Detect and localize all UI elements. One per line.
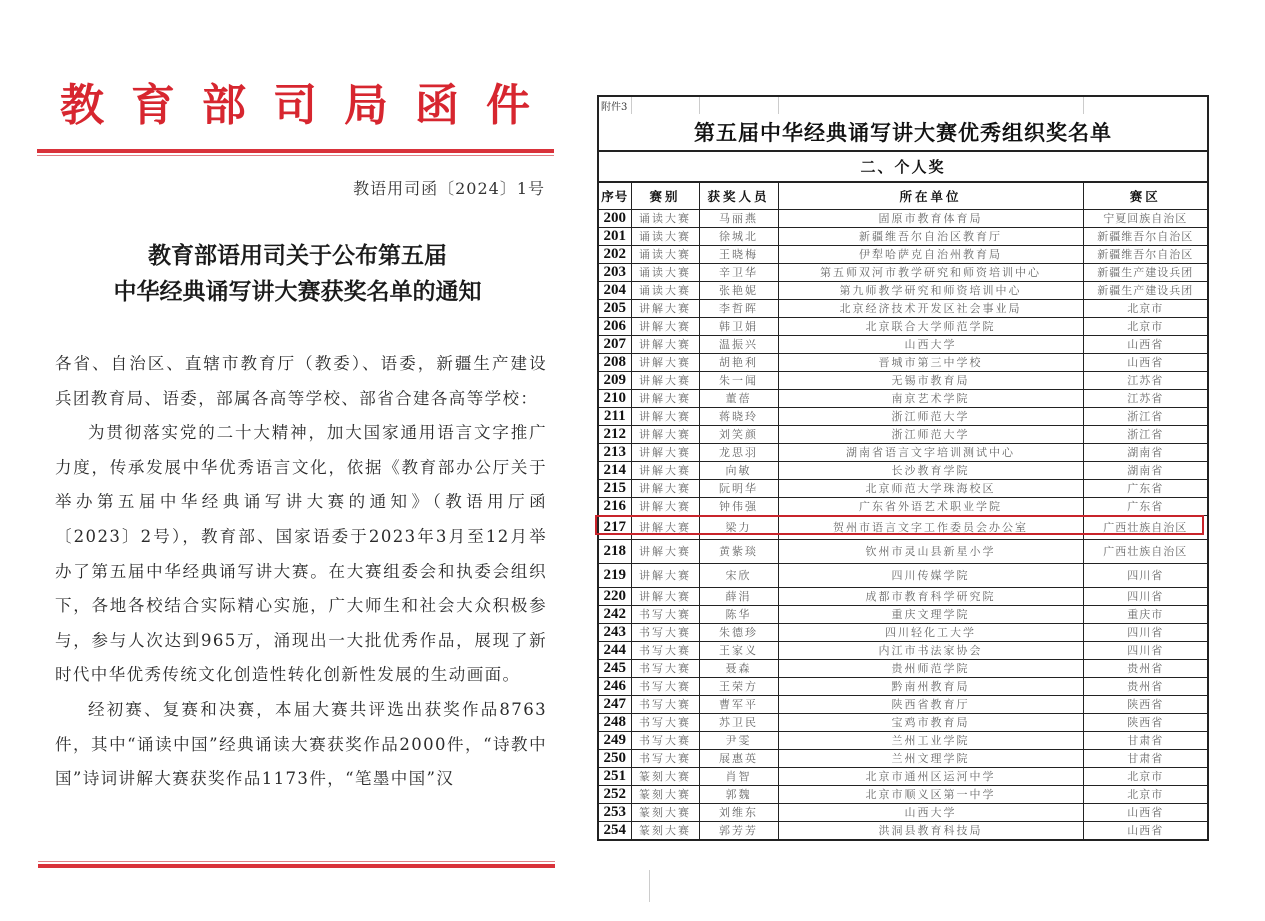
red-rule-bottom-thin — [38, 861, 555, 862]
cell-no: 217 — [598, 515, 631, 539]
cell-category: 书写大赛 — [631, 623, 699, 641]
award-list-sheet — [597, 95, 1207, 841]
cell-region: 贵州省 — [1083, 659, 1208, 677]
cell-region: 广西壮族自治区 — [1083, 515, 1208, 539]
cell-category: 讲解大赛 — [631, 371, 699, 389]
cell-no: 205 — [598, 299, 631, 317]
table-row — [598, 623, 1208, 641]
cell-category: 书写大赛 — [631, 731, 699, 749]
cell-category: 篆刻大赛 — [631, 767, 699, 785]
cell-unit: 钦州市灵山县新星小学 — [778, 539, 1083, 563]
cell-category: 书写大赛 — [631, 659, 699, 677]
table-row — [598, 821, 1208, 840]
table-header-row — [598, 182, 1208, 209]
cell-region: 北京市 — [1083, 767, 1208, 785]
table-row — [598, 299, 1208, 317]
cell-unit: 浙江师范大学 — [778, 407, 1083, 425]
cell-no: 206 — [598, 317, 631, 335]
cell-unit: 固原市教育体育局 — [778, 209, 1083, 227]
table-row — [598, 731, 1208, 749]
table-row — [598, 515, 1208, 539]
table-row — [598, 479, 1208, 497]
cell-no: 219 — [598, 563, 631, 587]
cell-region: 四川省 — [1083, 641, 1208, 659]
cell-category: 篆刻大赛 — [631, 785, 699, 803]
table-row — [598, 641, 1208, 659]
cell-unit: 第五师双河市教学研究和师资培训中心 — [778, 263, 1083, 281]
cell-no: 200 — [598, 209, 631, 227]
official-letter — [35, 0, 560, 921]
cell-no: 249 — [598, 731, 631, 749]
cell-unit: 南京艺术学院 — [778, 389, 1083, 407]
cell-winner: 郭魏 — [699, 785, 778, 803]
cell-unit: 内江市书法家协会 — [778, 641, 1083, 659]
cell-unit: 无锡市教育局 — [778, 371, 1083, 389]
cell-winner: 宋欣 — [699, 563, 778, 587]
table-row — [598, 443, 1208, 461]
cell-unit: 黔南州教育局 — [778, 677, 1083, 695]
cell-category: 书写大赛 — [631, 605, 699, 623]
cell-category: 书写大赛 — [631, 695, 699, 713]
cell-unit: 北京师范大学珠海校区 — [778, 479, 1083, 497]
cell-winner: 辛卫华 — [699, 263, 778, 281]
cell-no: 211 — [598, 407, 631, 425]
cell-category: 诵读大赛 — [631, 281, 699, 299]
cell-region: 陕西省 — [1083, 695, 1208, 713]
cell-winner: 王荣方 — [699, 677, 778, 695]
cell-no: 212 — [598, 425, 631, 443]
cell-winner: 刘维东 — [699, 803, 778, 821]
cell-winner: 张艳妮 — [699, 281, 778, 299]
table-row — [598, 245, 1208, 263]
cell-category: 诵读大赛 — [631, 227, 699, 245]
cell-winner: 郭芳芳 — [699, 821, 778, 840]
cell-unit: 伊犁哈萨克自治州教育局 — [778, 245, 1083, 263]
table-row — [598, 539, 1208, 563]
cell-region: 贵州省 — [1083, 677, 1208, 695]
red-rule-top-thin — [37, 155, 554, 156]
cell-unit: 长沙教育学院 — [778, 461, 1083, 479]
cell-region: 北京市 — [1083, 299, 1208, 317]
table-row-highlighted — [598, 497, 1208, 515]
cell-unit: 兰州工业学院 — [778, 731, 1083, 749]
table-row — [598, 389, 1208, 407]
cell-unit: 第九师教学研究和师资培训中心 — [778, 281, 1083, 299]
cell-region: 山西省 — [1083, 353, 1208, 371]
cell-unit: 北京市顺义区第一中学 — [778, 785, 1083, 803]
cell-no: 253 — [598, 803, 631, 821]
cell-winner: 尹雯 — [699, 731, 778, 749]
cell-region: 山西省 — [1083, 335, 1208, 353]
column-header-category: 赛别 — [631, 182, 699, 209]
cell-category: 讲解大赛 — [631, 443, 699, 461]
cell-category: 篆刻大赛 — [631, 803, 699, 821]
cell-region: 浙江省 — [1083, 407, 1208, 425]
cell-category: 讲解大赛 — [631, 497, 699, 515]
cell-winner: 龙思羽 — [699, 443, 778, 461]
salutation-paragraph: 各省、自治区、直辖市教育厅（教委）、语委，新疆生产建设兵团教育局、语委，部属各高等学校、部省合建各高等学校： — [55, 354, 547, 408]
body-paragraph-1: 为贯彻落实党的二十大精神，加大国家通用语言文字推广力度，传承发展中华优秀语言文化，依据《教育部办公厅关于举办第五届中华经典诵写讲大赛的通知》（教语用厅函〔2023〕2号），教育部、国家语委于2023年3月至12月举办了第五届中华经典诵写讲大赛。在大赛组委会和执委会组织下，各地各校结合实际精心实施，广大师生和社会大众积极参与，参与人次达到965万，涌现出一大批优秀作品，展现了新时代中华优秀传统文化创造性转化创新性发展的生动画面。 — [55, 423, 547, 685]
table-row — [598, 281, 1208, 299]
cell-category: 书写大赛 — [631, 641, 699, 659]
cell-region: 江苏省 — [1083, 389, 1208, 407]
cell-region: 山西省 — [1083, 803, 1208, 821]
cell-winner: 徐城北 — [699, 227, 778, 245]
table-row — [598, 659, 1208, 677]
cell-region: 湖南省 — [1083, 443, 1208, 461]
table-row — [598, 785, 1208, 803]
cell-no: 220 — [598, 587, 631, 605]
cell-no: 250 — [598, 749, 631, 767]
table-row — [598, 767, 1208, 785]
cell-no: 216 — [598, 497, 631, 515]
cell-winner: 朱一闻 — [699, 371, 778, 389]
cell-category: 讲解大赛 — [631, 335, 699, 353]
cell-region: 湖南省 — [1083, 461, 1208, 479]
table-row — [598, 587, 1208, 605]
cell-category: 讲解大赛 — [631, 353, 699, 371]
table-row — [598, 749, 1208, 767]
cell-category: 讲解大赛 — [631, 515, 699, 539]
cell-no: 243 — [598, 623, 631, 641]
cell-no: 207 — [598, 335, 631, 353]
attachment-label: 附件3 — [598, 96, 631, 114]
cell-unit: 晋城市第三中学校 — [778, 353, 1083, 371]
table-row — [598, 335, 1208, 353]
cell-region: 甘肃省 — [1083, 731, 1208, 749]
cell-winner: 阮明华 — [699, 479, 778, 497]
cell-no: 246 — [598, 677, 631, 695]
cell-region: 四川省 — [1083, 623, 1208, 641]
cell-region: 广东省 — [1083, 497, 1208, 515]
cell-winner: 朱德珍 — [699, 623, 778, 641]
cell-winner: 蒋晓玲 — [699, 407, 778, 425]
cell-winner: 梁力 — [699, 515, 778, 539]
cell-category: 书写大赛 — [631, 677, 699, 695]
document-title-line-2: 中华经典诵写讲大赛获奖名单的通知 — [113, 278, 482, 305]
cell-unit: 湖南省语言文字培训测试中心 — [778, 443, 1083, 461]
cell-unit: 浙江师范大学 — [778, 425, 1083, 443]
table-row — [598, 407, 1208, 425]
cell-region: 陕西省 — [1083, 713, 1208, 731]
column-header-unit: 所在单位 — [778, 182, 1083, 209]
cell-winner: 黄紫琰 — [699, 539, 778, 563]
cell-winner: 曹军平 — [699, 695, 778, 713]
table-row — [598, 461, 1208, 479]
cell-no: 210 — [598, 389, 631, 407]
cell-unit: 山西大学 — [778, 335, 1083, 353]
cell-unit: 北京联合大学师范学院 — [778, 317, 1083, 335]
cell-region: 四川省 — [1083, 587, 1208, 605]
cell-region: 甘肃省 — [1083, 749, 1208, 767]
cell-category: 书写大赛 — [631, 749, 699, 767]
cell-category: 讲解大赛 — [631, 539, 699, 563]
cell-category: 讲解大赛 — [631, 461, 699, 479]
table-row — [598, 563, 1208, 587]
cell-region: 重庆市 — [1083, 605, 1208, 623]
table-row — [598, 263, 1208, 281]
letterhead: 教育部司局函件 — [60, 80, 557, 131]
cell-winner: 聂森 — [699, 659, 778, 677]
cell-winner: 温振兴 — [699, 335, 778, 353]
column-header-region: 赛区 — [1083, 182, 1208, 209]
table-row — [598, 803, 1208, 821]
cell-winner: 王家义 — [699, 641, 778, 659]
cell-region: 新疆生产建设兵团 — [1083, 281, 1208, 299]
cell-unit: 新疆维吾尔自治区教育厅 — [778, 227, 1083, 245]
cell-no: 254 — [598, 821, 631, 840]
cell-winner: 肖智 — [699, 767, 778, 785]
cell-winner: 刘笑颜 — [699, 425, 778, 443]
section-heading: 二、个人奖 — [598, 151, 1208, 182]
cell-unit: 贵州师范学院 — [778, 659, 1083, 677]
red-rule-bottom — [38, 864, 555, 868]
document-body — [55, 347, 547, 797]
cell-unit: 山西大学 — [778, 803, 1083, 821]
cell-winner: 陈华 — [699, 605, 778, 623]
table-row — [598, 209, 1208, 227]
cell-winner: 展惠英 — [699, 749, 778, 767]
cell-unit: 四川传媒学院 — [778, 563, 1083, 587]
cell-winner: 董蓓 — [699, 389, 778, 407]
cell-region: 广西壮族自治区 — [1083, 539, 1208, 563]
cell-no: 208 — [598, 353, 631, 371]
cell-region: 新疆维吾尔自治区 — [1083, 245, 1208, 263]
table-row — [598, 371, 1208, 389]
cell-unit: 北京市通州区运河中学 — [778, 767, 1083, 785]
table-row — [598, 695, 1208, 713]
cell-no: 204 — [598, 281, 631, 299]
cell-category: 讲解大赛 — [631, 389, 699, 407]
sheet-title-row — [598, 114, 1208, 151]
cell-winner: 李哲晖 — [699, 299, 778, 317]
cell-no: 251 — [598, 767, 631, 785]
cell-category: 篆刻大赛 — [631, 821, 699, 840]
cell-unit: 成都市教育科学研究院 — [778, 587, 1083, 605]
cell-category: 书写大赛 — [631, 713, 699, 731]
cell-no: 209 — [598, 371, 631, 389]
attachment-row — [598, 96, 1208, 114]
cell-unit: 重庆文理学院 — [778, 605, 1083, 623]
cell-unit: 四川轻化工大学 — [778, 623, 1083, 641]
column-header-no: 序号 — [598, 182, 631, 209]
cell-category: 讲解大赛 — [631, 407, 699, 425]
cell-no: 252 — [598, 785, 631, 803]
cell-winner: 王晓梅 — [699, 245, 778, 263]
cell-category: 诵读大赛 — [631, 245, 699, 263]
document-title-line-1: 教育部语用司关于公布第五届 — [148, 242, 447, 269]
cell-unit: 兰州文理学院 — [778, 749, 1083, 767]
cell-category: 讲解大赛 — [631, 317, 699, 335]
table-row — [598, 353, 1208, 371]
cell-no: 247 — [598, 695, 631, 713]
cell-no: 218 — [598, 539, 631, 563]
cell-region: 浙江省 — [1083, 425, 1208, 443]
cell-category: 讲解大赛 — [631, 299, 699, 317]
award-table — [597, 95, 1209, 841]
cell-region: 北京市 — [1083, 785, 1208, 803]
cell-no: 244 — [598, 641, 631, 659]
sheet-title: 第五届中华经典诵写讲大赛优秀组织奖名单 — [598, 114, 1208, 151]
cell-region: 四川省 — [1083, 563, 1208, 587]
table-row — [598, 227, 1208, 245]
cell-unit: 陕西省教育厅 — [778, 695, 1083, 713]
table-row — [598, 425, 1208, 443]
document-number: 教语用司函〔2024〕1号 — [353, 179, 545, 198]
cell-winner: 胡艳利 — [699, 353, 778, 371]
cell-winner: 向敏 — [699, 461, 778, 479]
cell-category: 讲解大赛 — [631, 587, 699, 605]
cell-region: 北京市 — [1083, 317, 1208, 335]
cell-no: 248 — [598, 713, 631, 731]
table-row — [598, 317, 1208, 335]
cell-no: 214 — [598, 461, 631, 479]
cell-unit: 广东省外语艺术职业学院 — [778, 497, 1083, 515]
table-row — [598, 605, 1208, 623]
cell-category: 诵读大赛 — [631, 263, 699, 281]
cell-unit: 贺州市语言文字工作委员会办公室 — [778, 515, 1083, 539]
cell-winner: 薛涓 — [699, 587, 778, 605]
cell-winner: 苏卫民 — [699, 713, 778, 731]
cell-unit: 洪洞县教育科技局 — [778, 821, 1083, 840]
table-row — [598, 677, 1208, 695]
red-rule-top — [37, 149, 554, 153]
cell-category: 诵读大赛 — [631, 209, 699, 227]
cell-region: 宁夏回族自治区 — [1083, 209, 1208, 227]
cell-region: 新疆维吾尔自治区 — [1083, 227, 1208, 245]
cell-category: 讲解大赛 — [631, 563, 699, 587]
cell-winner: 马丽燕 — [699, 209, 778, 227]
cell-unit: 宝鸡市教育局 — [778, 713, 1083, 731]
cell-region: 新疆生产建设兵团 — [1083, 263, 1208, 281]
section-row — [598, 151, 1208, 182]
document-title — [35, 238, 560, 310]
cell-unit: 北京经济技术开发区社会事业局 — [778, 299, 1083, 317]
cell-category: 讲解大赛 — [631, 479, 699, 497]
column-header-winner: 获奖人员 — [699, 182, 778, 209]
cell-category: 讲解大赛 — [631, 425, 699, 443]
cell-winner: 韩卫娟 — [699, 317, 778, 335]
cell-no: 242 — [598, 605, 631, 623]
cell-no: 201 — [598, 227, 631, 245]
body-paragraph-2: 经初赛、复赛和决赛，本届大赛共评选出获奖作品8763件，其中“诵读中国”经典诵读大赛获奖作品2000件，“诗教中国”诗词讲解大赛获奖作品1173件，“笔墨中国”汉 — [55, 699, 547, 789]
scan-artifact-line — [649, 870, 650, 902]
cell-no: 215 — [598, 479, 631, 497]
table-row — [598, 713, 1208, 731]
cell-region: 广东省 — [1083, 479, 1208, 497]
cell-no: 213 — [598, 443, 631, 461]
cell-no: 245 — [598, 659, 631, 677]
cell-winner: 钟伟强 — [699, 497, 778, 515]
cell-region: 山西省 — [1083, 821, 1208, 840]
cell-no: 203 — [598, 263, 631, 281]
cell-region: 江苏省 — [1083, 371, 1208, 389]
cell-no: 202 — [598, 245, 631, 263]
